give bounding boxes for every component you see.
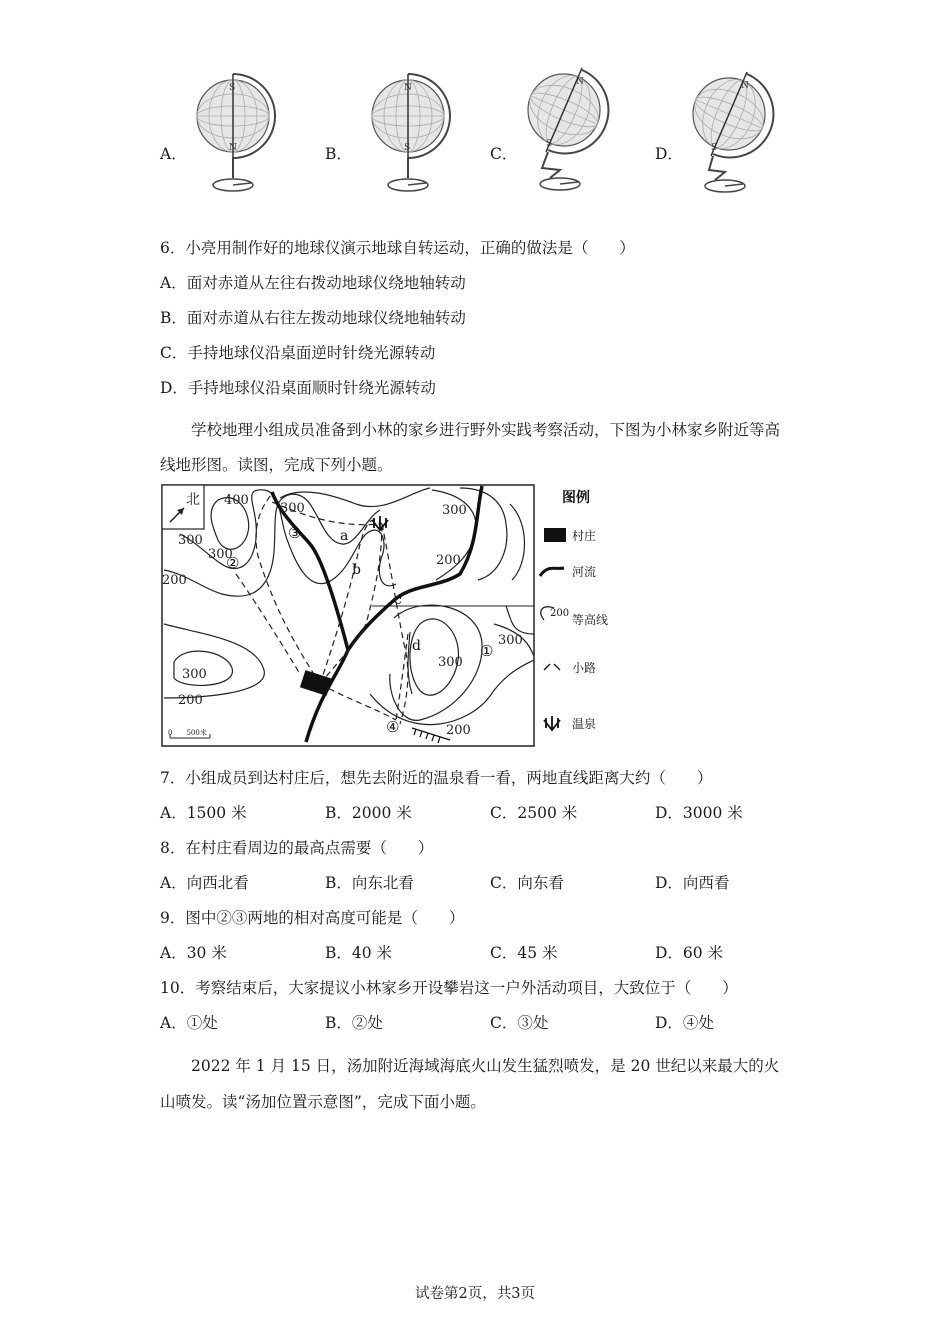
trail-d-label: d [412,638,421,654]
globe-b-illustration [360,70,470,200]
legend-trail-icon [544,664,560,670]
q6-option-b[interactable]: B．面对赤道从右往左拨动地球仪绕地轴转动 [160,309,466,327]
q10-option-d[interactable]: D．④处 [655,1014,714,1032]
q9-option-a[interactable]: A．30 米 [160,944,227,962]
q9-option-b[interactable]: B．40 米 [325,944,393,962]
contour-label: 200 [436,553,461,568]
globe-d-illustration [685,70,795,200]
contour-label: 300 [208,547,233,562]
q9-option-c[interactable]: C．45 米 [490,944,558,962]
page-footer: 试卷第2页，共3页 [415,1286,535,1302]
q7-option-b[interactable]: B．2000 米 [325,804,412,822]
contour-label: 200 [178,693,203,708]
q8-option-b[interactable]: B．向东北看 [325,874,414,892]
globe-d-top-pole: N [741,81,749,91]
q8-option-c[interactable]: C．向东看 [490,874,564,892]
globe-a-illustration [185,70,295,200]
legend-river-icon [540,568,564,576]
q7-option-a[interactable]: A．1500 米 [160,804,247,822]
q8-option-a[interactable]: A．向西北看 [160,874,249,892]
contour-map [160,484,609,748]
trail-a-label: a [340,528,349,544]
north-label: 北 [186,492,200,508]
q10-stem: 10．考察结束后，大家提议小林家乡开设攀岩这一户外活动项目，大致位于（ ） [160,979,738,997]
point-1-label: ① [480,642,494,660]
trail-b-label: b [352,562,361,578]
q6-option-c[interactable]: C．手持地球仪沿桌面逆时针绕光源转动 [160,344,436,362]
globe-a-bottom-pole: N [229,143,237,153]
q6-option-a[interactable]: A．面对赤道从左往右拨动地球仪绕地轴转动 [160,274,466,292]
map-legend [540,489,608,731]
trail-c-label: c [394,592,402,608]
legend-contour-value: 200 [550,608,570,619]
legend-hot-spring-label: 温泉 [572,717,597,731]
globe-d-bottom-pole: S [711,143,718,153]
contour-label: 200 [446,723,471,738]
contour-label: 400 [224,493,249,508]
contour-label: 200 [162,573,187,588]
q6-stem: 6．小亮用制作好的地球仪演示地球自转运动，正确的做法是（ ） [160,239,635,257]
legend-hot-spring-icon [544,716,560,730]
contour-label: 300 [178,533,203,548]
q10-option-a[interactable]: A．①处 [160,1014,218,1032]
point-2-label: ② [226,554,240,572]
globe-option-b-label: B． [325,145,352,163]
q9-stem: 9．图中②③两地的相对高度可能是（ ） [160,909,465,927]
legend-village-label: 村庄 [572,529,597,543]
globe-option-c-label: C． [490,145,518,163]
globe-c-illustration [520,70,630,200]
contour-label: 300 [182,667,207,682]
intro-paragraph-tonga: 2022 年 1 月 15 日，汤加附近海域海底火山发生猛烈喷发，是 20 世纪以来最大的火山喷发。读“汤加位置示意图”，完成下面小题。 [160,1057,780,1111]
globe-option-d-label: D． [655,145,683,163]
contour-label: 300 [442,503,467,518]
contour-label: 300 [438,655,463,670]
legend-river-label: 河流 [572,565,597,579]
q8-stem: 8．在村庄看周边的最高点需要（ ） [160,839,434,857]
intro-paragraph-contour-map: 学校地理小组成员准备到小林的家乡进行野外实践考察活动，下图为小林家乡附近等高线地形图。读图，完成下列小题。 [160,421,781,474]
scale-label: 0 500米 [168,729,207,737]
globe-b-top-pole: N [404,83,412,93]
q7-option-c[interactable]: C．2500 米 [490,804,578,822]
hot-spring-icon [372,516,388,530]
q8-option-d[interactable]: D．向西看 [655,874,730,892]
legend-trail-label: 小路 [572,661,597,675]
q7-option-d[interactable]: D．3000 米 [655,804,743,822]
globe-c-top-pole: N [576,77,584,87]
q10-option-c[interactable]: C．③处 [490,1014,549,1032]
legend-contour-label: 等高线 [572,613,609,627]
globe-c-bottom-pole: S [546,139,553,149]
legend-title: 图例 [562,490,590,506]
q10-option-b[interactable]: B．②处 [325,1014,383,1032]
scale-bar [168,728,210,738]
globe-a-top-pole: S [229,83,236,93]
q7-stem: 7．小组成员到达村庄后，想先去附近的温泉看一看，两地直线距离大约（ ） [160,769,713,787]
contour-label: 300 [280,501,305,516]
legend-village-icon [544,528,566,542]
point-4-label: ④ [386,718,400,736]
contour-label: 300 [498,633,523,648]
globe-b-bottom-pole: S [404,143,411,153]
q6-option-d[interactable]: D．手持地球仪沿桌面顺时针绕光源转动 [160,379,436,397]
point-3-label: ③ [288,524,302,542]
globe-option-a-label: A． [160,145,187,163]
q9-option-d[interactable]: D．60 米 [655,944,724,962]
